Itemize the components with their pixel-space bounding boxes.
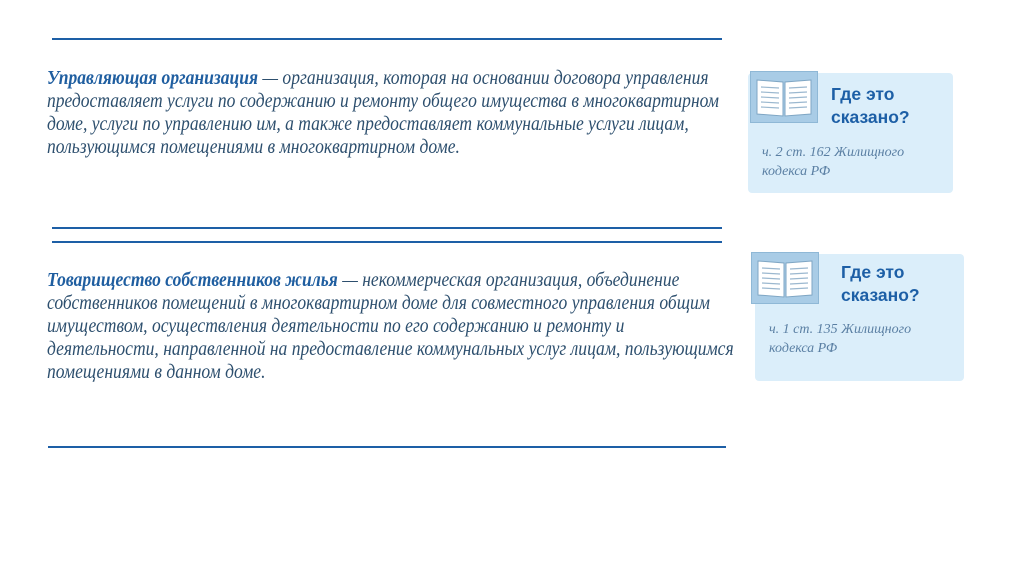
definition-text: — некоммерческая организация, объединение собственников помещений в многоквартирном доме для совместного управления общим имуществом, осуществления деятельности по его содержанию и ремонту и деятельности, направленной на предоставление коммунальных услуг лицам, пользующимся помещениями в данном доме. xyxy=(47,270,734,383)
divider-bottom xyxy=(48,446,726,448)
definition-hoa xyxy=(47,269,736,384)
book-icon xyxy=(750,71,818,123)
divider-top xyxy=(52,38,722,40)
source-box-2 xyxy=(755,254,964,381)
source-box-1 xyxy=(748,73,953,193)
source-title: Где это сказано? xyxy=(831,84,910,127)
source-reference: ч. 1 ст. 135 Жилищного кодекса РФ xyxy=(769,322,912,356)
definition-term: Товарищество собственников жилья xyxy=(47,270,338,291)
definition-term: Управляющая организация xyxy=(47,68,259,89)
definition-text: — организация, которая на основании договора управления предоставляет услуги по содержанию и ремонту общего имущества в многоквартирном доме, услуги по управлению им, а также предоставляет коммунальные услуги лицам, пользующимся помещениями в многоквартирном доме. xyxy=(47,68,719,158)
divider-middle-2 xyxy=(52,241,722,243)
source-reference: ч. 2 ст. 162 Жилищного кодекса РФ xyxy=(762,145,905,179)
book-icon xyxy=(751,252,819,304)
definition-management-organization xyxy=(47,67,736,159)
divider-middle-1 xyxy=(52,227,722,229)
source-title: Где это сказано? xyxy=(841,262,920,305)
